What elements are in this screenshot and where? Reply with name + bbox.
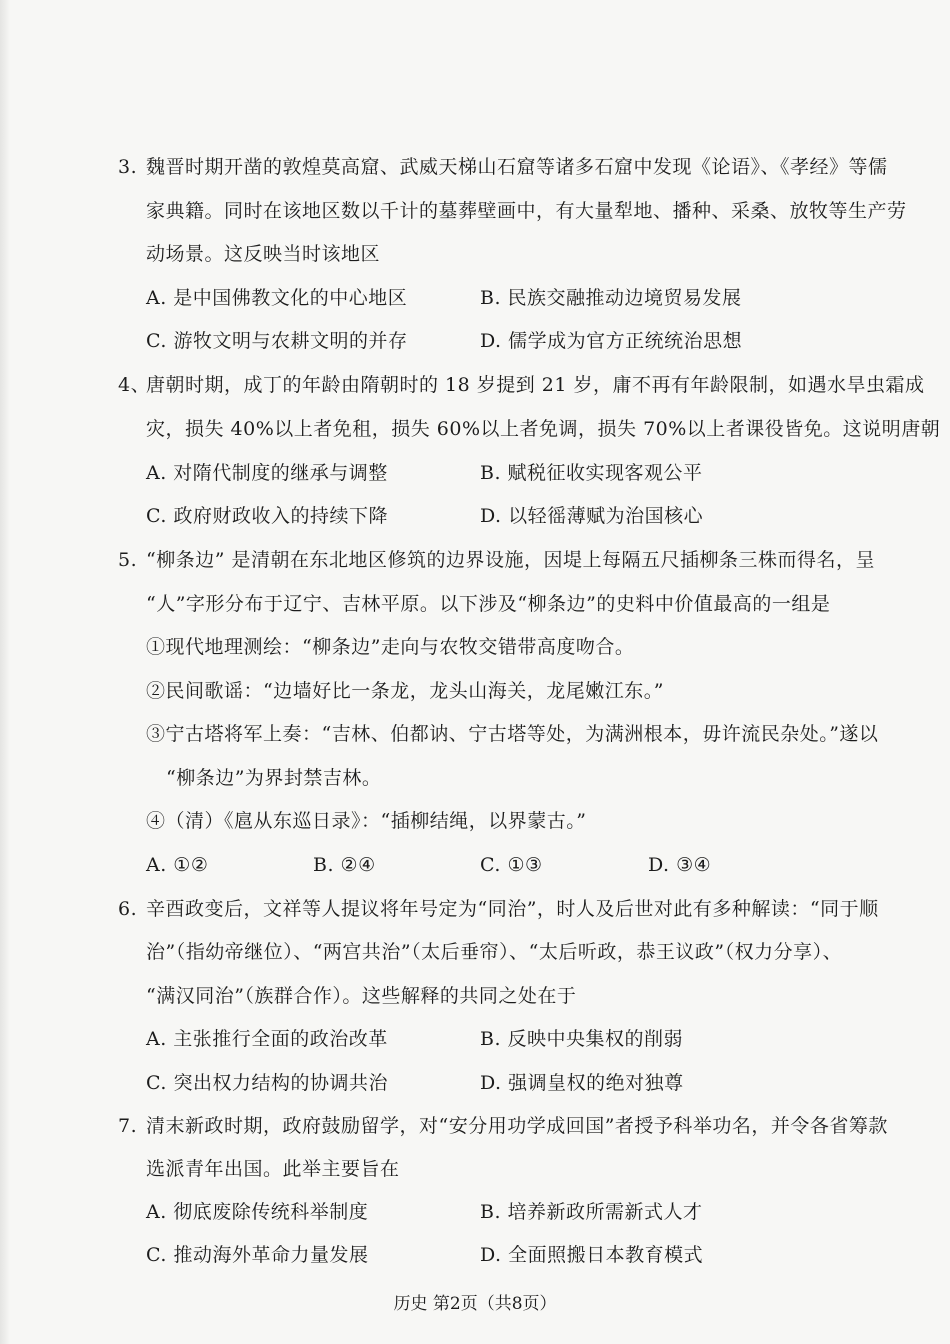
question-3-number: 3. xyxy=(118,156,138,178)
question-6-option-c: C. 突出权力结构的协调共治 xyxy=(146,1072,388,1094)
question-4-option-d: D. 以轻徭薄赋为治国核心 xyxy=(480,505,704,527)
page-footer: 历史 第2页（共8页） xyxy=(393,1294,557,1314)
question-5-number: 5. xyxy=(118,549,138,571)
question-3-option-b: B. 民族交融推动边境贸易发展 xyxy=(480,287,742,309)
question-3-stem-2: 家典籍。同时在该地区数以千计的墓葬壁画中，有大量犁地、播种、采桑、放牧等生产劳 xyxy=(146,200,907,222)
question-7-number: 7. xyxy=(118,1115,138,1137)
question-5-material-3-cont: “柳条边”为界封禁吉林。 xyxy=(166,767,382,789)
question-3-option-c: C. 游牧文明与农耕文明的并存 xyxy=(146,330,408,352)
question-4-stem-1: 唐朝时期，成丁的年龄由隋朝时的 18 岁提到 21 岁，庸不再有年龄限制，如遇水旱虫霜成 xyxy=(146,374,925,396)
question-5-option-d: D. ③④ xyxy=(648,854,712,876)
question-6-stem-3: “满汉同治”（族群合作）。这些解释的共同之处在于 xyxy=(146,985,577,1007)
scan-edge-shadow xyxy=(0,0,10,1344)
question-4-option-a: A. 对隋代制度的继承与调整 xyxy=(146,462,388,484)
question-5-material-1: ①现代地理测绘：“柳条边”走向与农牧交错带高度吻合。 xyxy=(146,636,635,658)
question-5-option-a: A. ①② xyxy=(146,854,209,876)
question-7-line-1 xyxy=(118,1114,888,1138)
question-5-material-3: ③宁古塔将军上奏：“吉林、伯都讷、宁古塔等处，为满洲根本，毋许流民杂处。”遂以 xyxy=(146,723,879,745)
question-7-stem-1: 清末新政时期，政府鼓励留学，对“安分用功学成回国”者授予科举功名，并令各省筹款 xyxy=(146,1115,888,1137)
question-5-material-4: ④（清）《扈从东巡日录》：“插柳结绳，以界蒙古。” xyxy=(146,810,587,832)
question-7-stem-2: 选派青年出国。此举主要旨在 xyxy=(146,1158,400,1180)
question-4-option-c: C. 政府财政收入的持续下降 xyxy=(146,505,388,527)
question-3-option-d: D. 儒学成为官方正统统治思想 xyxy=(480,330,743,352)
question-3-stem-1: 魏晋时期开凿的敦煌莫高窟、武威天梯山石窟等诸多石窟中发现《论语》、《孝经》等儒 xyxy=(146,156,888,178)
question-6-stem-2: 治”（指幼帝继位）、“两宫共治”（太后垂帘）、“太后听政，恭王议政”（权力分享）、 xyxy=(146,941,843,963)
question-4-line-1 xyxy=(118,373,925,397)
question-5-option-c: C. ①③ xyxy=(480,854,543,876)
question-6-line-1 xyxy=(118,897,879,921)
question-5-material-2: ②民间歌谣：“边墙好比一条龙，龙头山海关，龙尾嫩江东。” xyxy=(146,680,664,702)
question-5-stem-1: “柳条边” 是清朝在东北地区修筑的边界设施，因堤上每隔五尺插柳条三株而得名，呈 xyxy=(146,549,875,571)
question-4-stem-2: 灾，损失 40%以上者免租，损失 60%以上者免调，损失 70%以上者课役皆免。这说明唐朝 xyxy=(146,418,941,440)
question-5-stem-2: “人”字形分布于辽宁、吉林平原。以下涉及“柳条边”的史料中价值最高的一组是 xyxy=(146,593,831,615)
question-6-option-b: B. 反映中央集权的削弱 xyxy=(480,1028,684,1050)
question-7-option-a: A. 彻底废除传统科举制度 xyxy=(146,1201,369,1223)
question-6-number: 6. xyxy=(118,898,138,920)
question-7-option-d: D. 全面照搬日本教育模式 xyxy=(480,1244,704,1266)
question-5-line-1 xyxy=(118,548,875,572)
question-6-stem-1: 辛酉政变后，文祥等人提议将年号定为“同治”，时人及后世对此有多种解读：“同于顺 xyxy=(146,898,879,920)
question-7-option-b: B. 培养新政所需新式人才 xyxy=(480,1201,703,1223)
question-5-option-b: B. ②④ xyxy=(313,854,376,876)
question-3-option-a: A. 是中国佛教文化的中心地区 xyxy=(146,287,408,309)
question-4-number: 4、 xyxy=(118,374,151,396)
question-6-option-d: D. 强调皇权的绝对独尊 xyxy=(480,1072,684,1094)
question-7-option-c: C. 推动海外革命力量发展 xyxy=(146,1244,369,1266)
question-3-stem-3: 动场景。这反映当时该地区 xyxy=(146,243,381,265)
question-3-line-1 xyxy=(118,155,888,179)
question-6-option-a: A. 主张推行全面的政治改革 xyxy=(146,1028,388,1050)
question-4-option-b: B. 赋税征收实现客观公平 xyxy=(480,462,703,484)
